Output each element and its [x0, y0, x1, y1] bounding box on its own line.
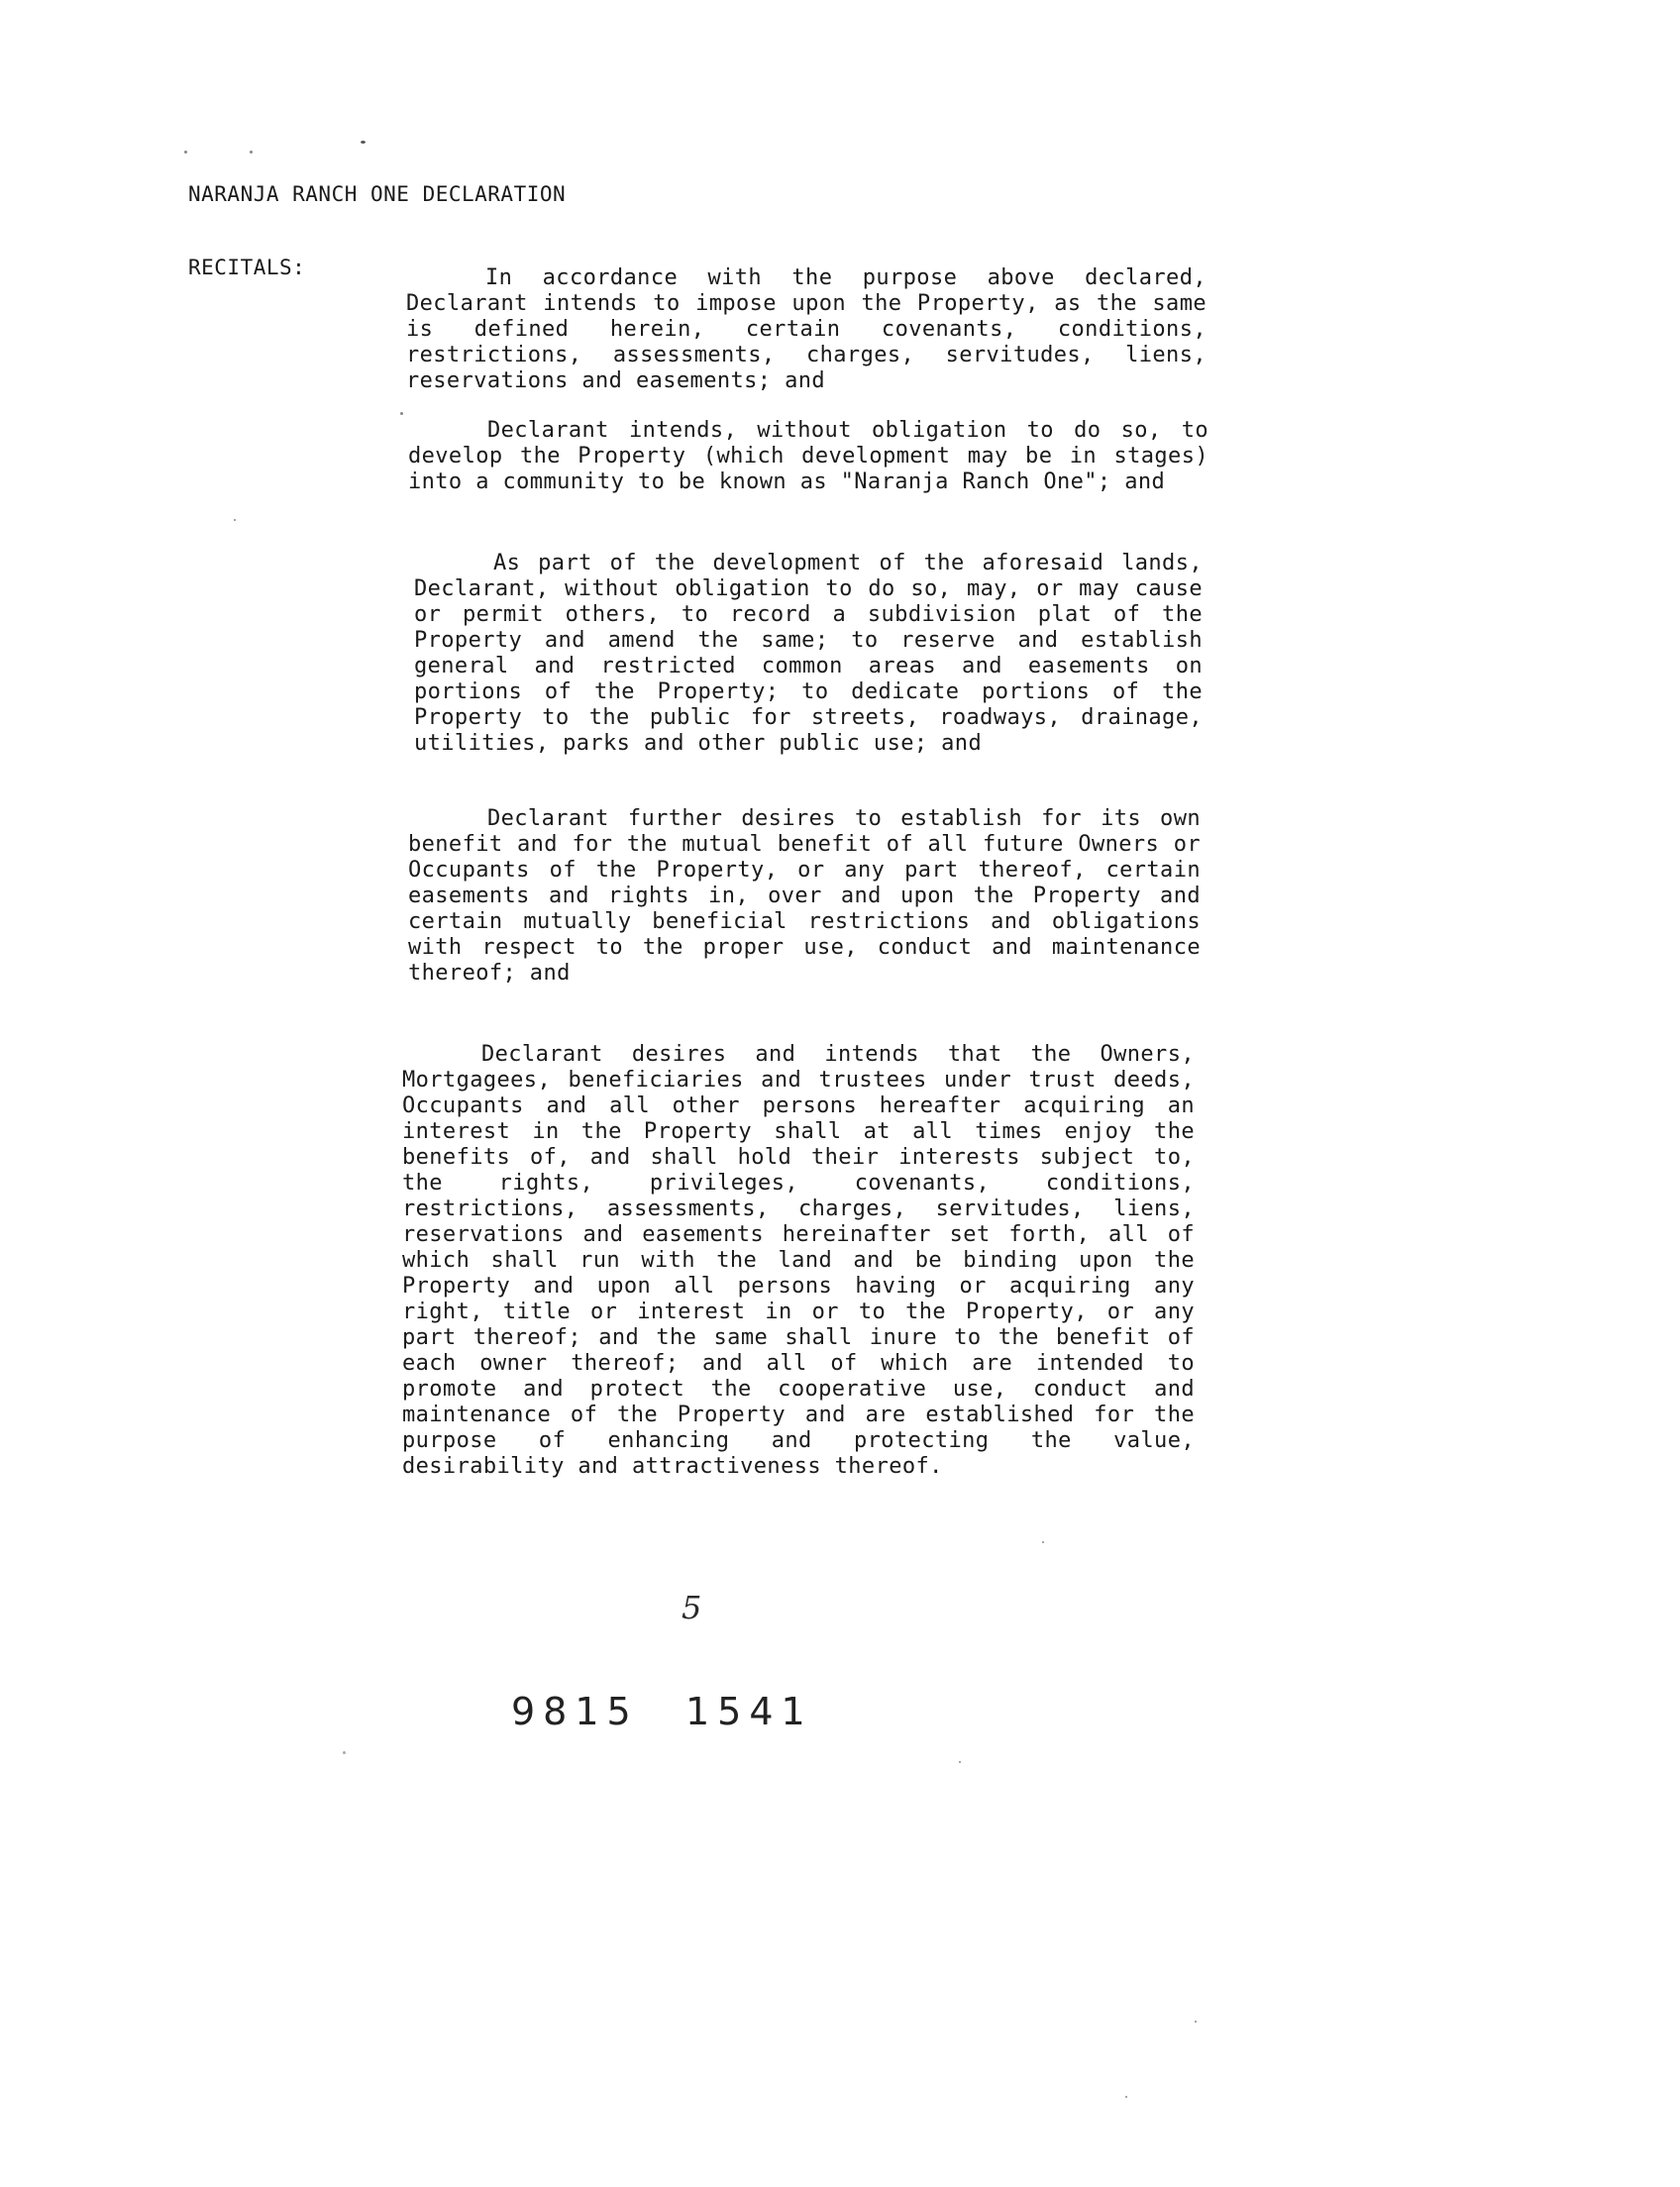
recital-paragraph-3: [414, 551, 1203, 757]
scan-speck: [1195, 2021, 1197, 2023]
recital-paragraph-4: [408, 806, 1201, 987]
recital-paragraph-1: [406, 265, 1207, 394]
recital-paragraph-2: [408, 418, 1208, 495]
scan-speck: [1042, 1541, 1044, 1543]
scan-speck: [343, 1751, 346, 1754]
document-title: NARANJA RANCH ONE DECLARATION: [188, 182, 567, 206]
paragraph-text: In accordance with the purpose above declared, Declarant intends to impose upon the Property, as the same is defined herein, certain covenants, conditions, restrictions, assessments, charges, servitudes, liens, reservations and easements; and: [406, 265, 1207, 393]
scan-speck: [1125, 2096, 1127, 2098]
paragraph-text: Declarant further desires to establish for its own benefit and for the mutual benefit of all future Owners or Occupants of the Property, or any part thereof, certain easements and rights in, over and upon the Property and certain mutually beneficial restrictions and obligations with respect to the proper use, conduct and maintenance thereof; and: [408, 806, 1201, 986]
handwritten-page-mark: 5: [682, 1589, 702, 1626]
scan-speck: [234, 519, 236, 521]
scan-speck: [250, 151, 253, 154]
official-records-book-number: 9815: [511, 1690, 639, 1733]
scan-speck: [184, 151, 187, 154]
paragraph-text: Declarant intends, without obligation to do so, to develop the Property (which development may be in stages) into a community to be known as "Naranja Ranch One"; and: [408, 418, 1208, 494]
section-label: RECITALS:: [188, 256, 306, 279]
scan-speck: [959, 1761, 961, 1763]
scan-speck: [361, 141, 366, 144]
recital-paragraph-5: [402, 1042, 1195, 1480]
paragraph-text: Declarant desires and intends that the Owners, Mortgagees, beneficiaries and trustees under trust deeds, Occupants and all other persons hereafter acquiring an interest in the Property shall at all times enjoy the benefits of, and shall hold their interests subject to, the rights, privileges, covenants, conditions, restrictions, assessments, charges, servitudes, liens, reservations and easements hereinafter set forth, all of which shall run with the land and be binding upon the Property and upon all persons having or acquiring any right, title or interest in or to the Property, or any part thereof; and the same shall inure to the benefit of each owner thereof; and all of which are intended to promote and protect the cooperative use, conduct and maintenance of the Property and are established for the purpose of enhancing and protecting the value, desirability and attractiveness thereof.: [402, 1042, 1195, 1479]
scan-speck: [400, 412, 403, 415]
paragraph-text: As part of the development of the aforesaid lands, Declarant, without obligation to do so, may, or may cause or permit others, to record a subdivision plat of the Property and amend the same; to reserve and establish general and restricted common areas and easements on portions of the Property; to dedicate portions of the Property to the public for streets, roadways, drainage, utilities, parks and other public use; and: [414, 551, 1203, 756]
official-records-page-number: 1541: [685, 1690, 813, 1733]
